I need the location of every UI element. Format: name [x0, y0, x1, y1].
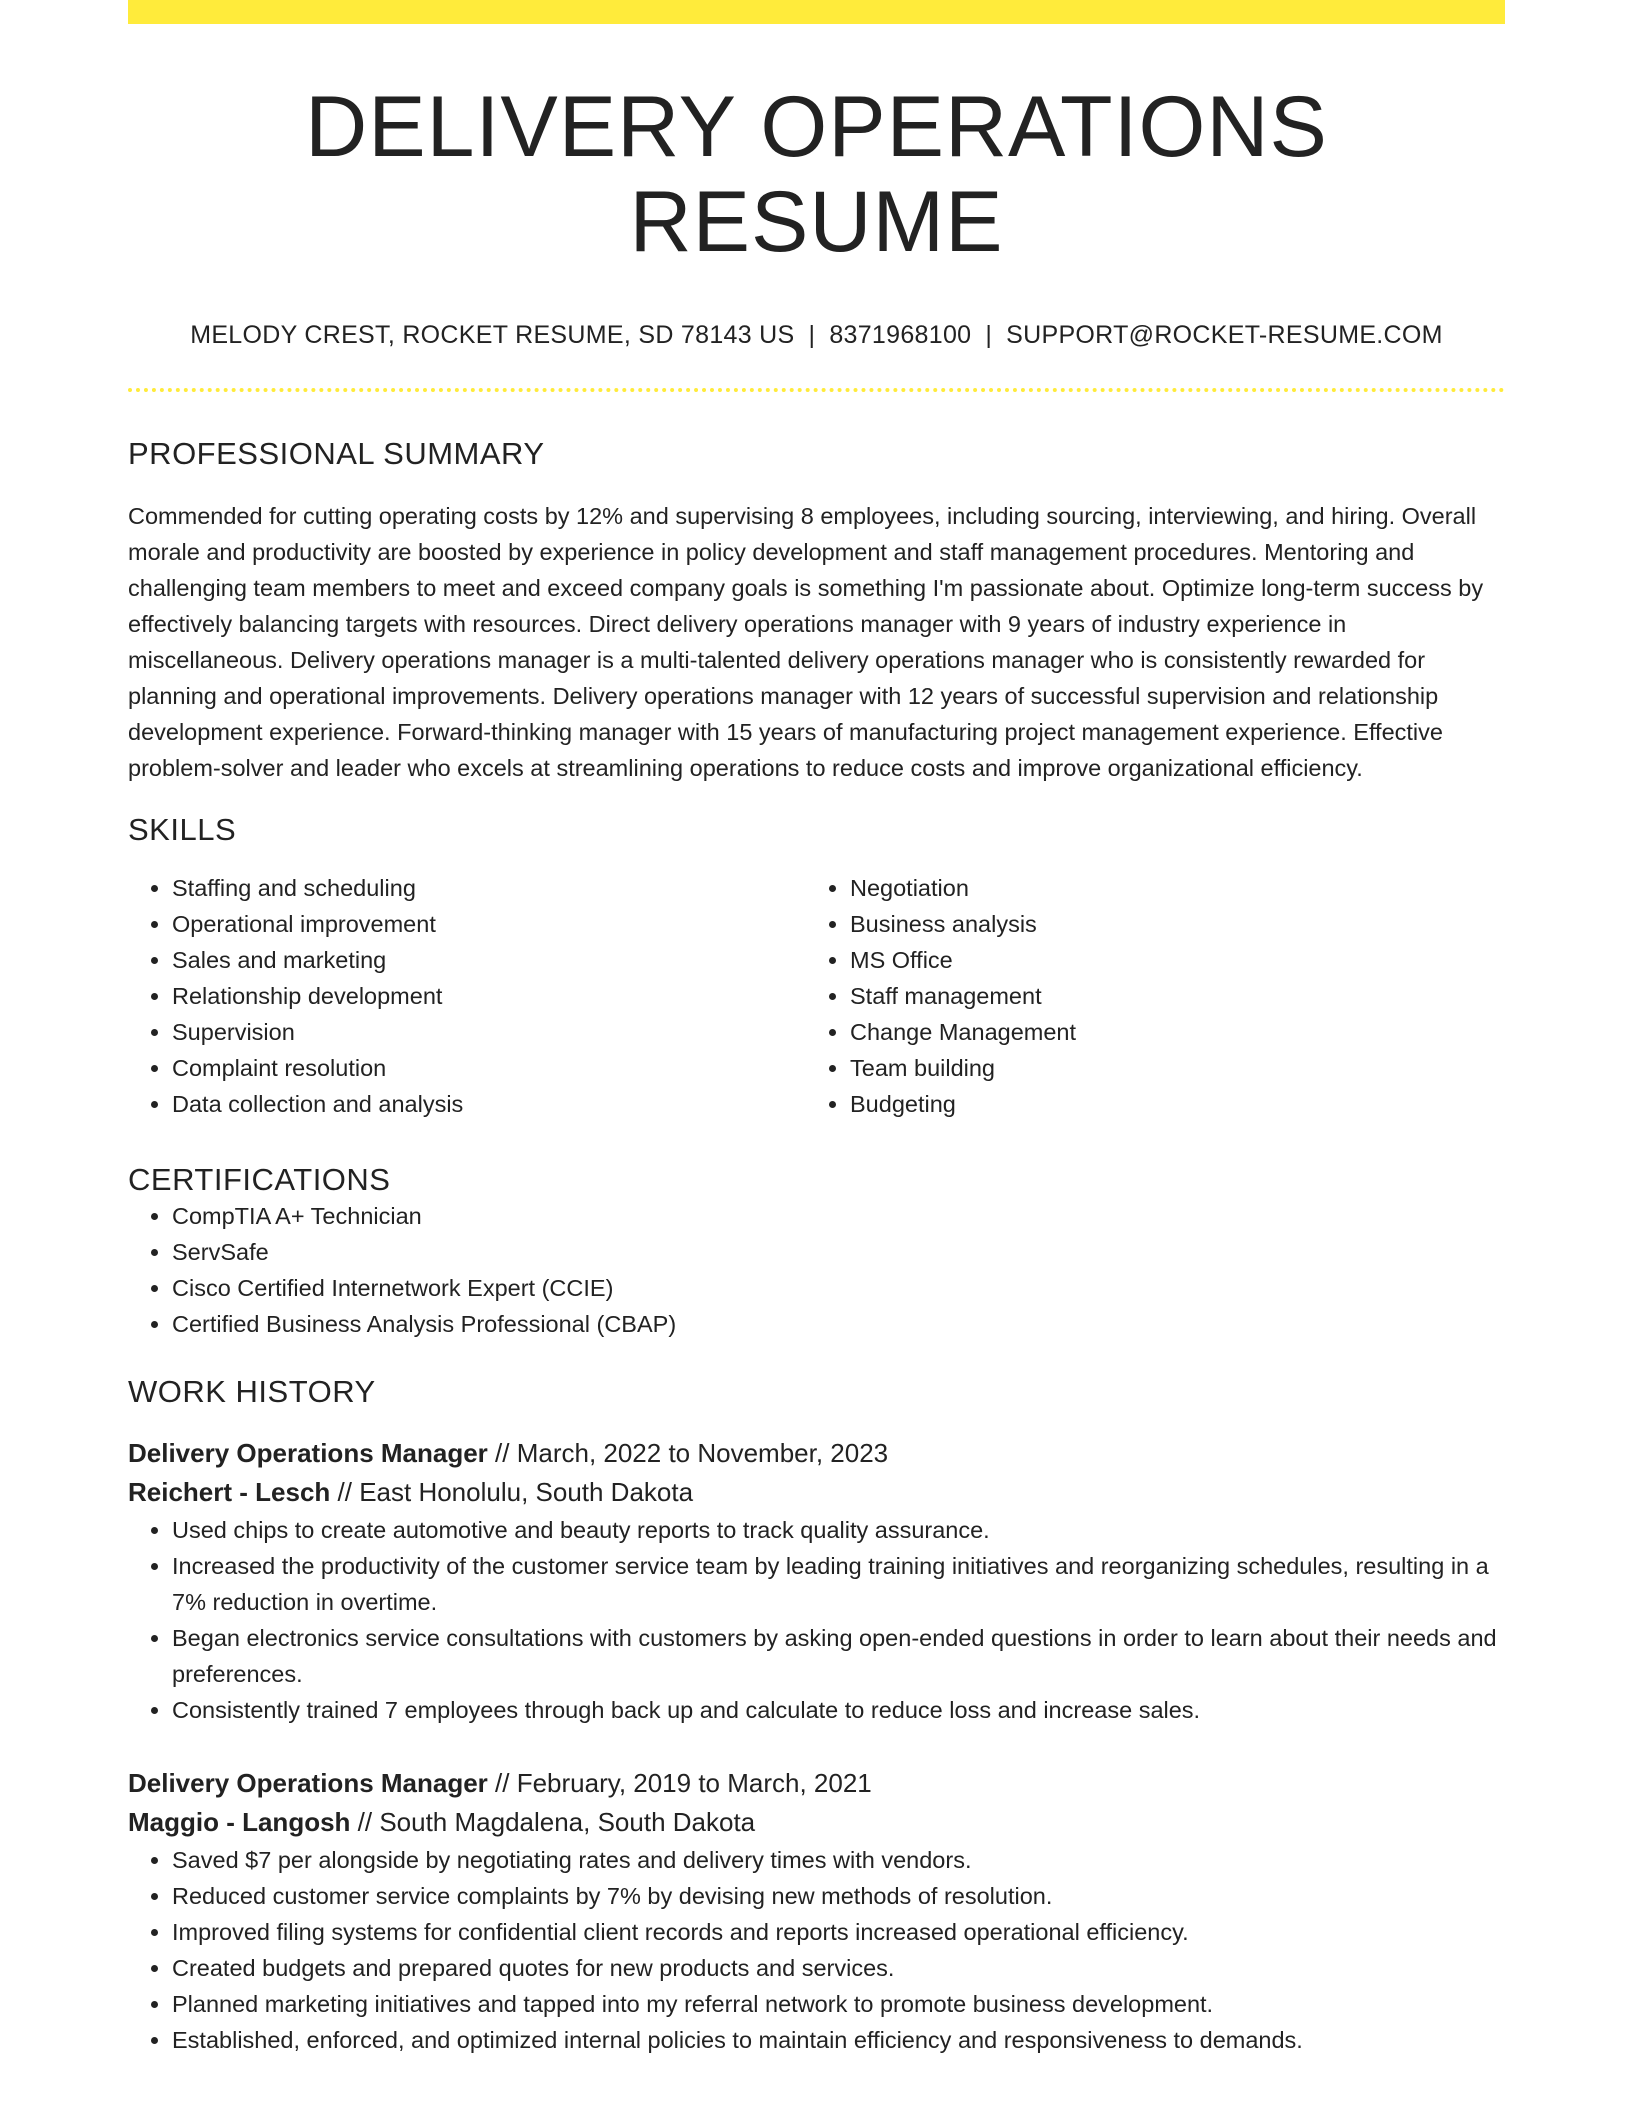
skill-item: • Budgeting — [850, 1086, 1484, 1122]
contact-separator: | — [985, 321, 993, 350]
skill-item: • Change Management — [850, 1014, 1484, 1050]
certifications-list — [128, 1198, 1505, 1342]
job-bullets — [128, 1512, 1505, 1728]
job-title-line — [128, 1434, 1505, 1473]
contact-line — [128, 321, 1505, 350]
work-history-heading: WORK HISTORY — [128, 1374, 376, 1410]
certification-item: • ServSafe — [172, 1234, 1505, 1270]
job-location: // South Magdalena, South Dakota — [350, 1807, 756, 1838]
job-bullet: • Reduced customer service complaints by 7% by devising new methods of resolution. — [172, 1878, 1505, 1914]
job-dates: // February, 2019 to March, 2021 — [487, 1768, 872, 1799]
skill-item: • Staff management — [850, 978, 1484, 1014]
skills-right-list — [806, 870, 1484, 1122]
job-location: // East Honolulu, South Dakota — [330, 1477, 694, 1508]
skills-grid — [128, 870, 1505, 1122]
job-bullet: • Improved filing systems for confidential client records and reports increased operational efficiency. — [172, 1914, 1505, 1950]
job-bullet: • Used chips to create automotive and beauty reports to track quality assurance. — [172, 1512, 1505, 1548]
certification-item: • Certified Business Analysis Professional (CBAP) — [172, 1306, 1505, 1342]
job-company: Maggio - Langosh — [128, 1807, 351, 1838]
job-bullet: • Began electronics service consultations with customers by asking open-ended questions in order to learn about their needs and preferences. — [172, 1620, 1505, 1692]
skills-left-list — [128, 870, 806, 1122]
skill-item: • Data collection and analysis — [172, 1086, 806, 1122]
skill-item: • Operational improvement — [172, 906, 806, 942]
job-entry — [128, 1434, 1505, 1728]
certification-item: • Cisco Certified Internetwork Expert (CCIE) — [172, 1270, 1505, 1306]
job-entry — [128, 1764, 1505, 2058]
summary-text: Commended for cutting operating costs by 12% and supervising 8 employees, including sourcing, interviewing, and hiring. Overall morale and productivity are boosted by experience in policy development and staff management procedures. Mentoring and challenging team members to meet and exceed company goals is something I'm passionate about. Optimize long-term success by effectively balancing targets with resources. Direct delivery operations manager with 9 years of industry experience in miscellaneous. Delivery operations manager is a multi-talented delivery operations manager who is consistently rewarded for planning and operational improvements. Delivery operations manager with 12 years of successful supervision and relationship development experience. Forward-thinking manager with 15 years of manufacturing project management experience. Effective problem-solver and leader who excels at streamlining operations to reduce costs and improve organizational efficiency. — [128, 503, 1484, 782]
job-company-line — [128, 1803, 1505, 1842]
job-company: Reichert - Lesch — [128, 1477, 331, 1508]
job-title: Delivery Operations Manager — [128, 1768, 488, 1799]
resume-page — [128, 0, 1505, 2058]
certifications-heading: CERTIFICATIONS — [128, 1162, 391, 1198]
skill-item: • Staffing and scheduling — [172, 870, 806, 906]
header-divider — [128, 388, 1505, 392]
skill-item: • Business analysis — [850, 906, 1484, 942]
job-bullet: • Created budgets and prepared quotes for new products and services. — [172, 1950, 1505, 1986]
skills-heading: SKILLS — [128, 812, 237, 848]
job-company-line — [128, 1473, 1505, 1512]
resume-title: DELIVERY OPERATIONS RESUME — [305, 79, 1328, 270]
contact-address: MELODY CREST, ROCKET RESUME, SD 78143 US — [190, 321, 795, 350]
skill-item: • Supervision — [172, 1014, 806, 1050]
contact-email: SUPPORT@ROCKET-RESUME.COM — [1006, 321, 1443, 350]
skill-item: • Negotiation — [850, 870, 1484, 906]
skill-item: • Sales and marketing — [172, 942, 806, 978]
skill-item: • Team building — [850, 1050, 1484, 1086]
job-bullet: • Saved $7 per alongside by negotiating rates and delivery times with vendors. — [172, 1842, 1505, 1878]
contact-separator: | — [808, 321, 816, 350]
skill-item: • Relationship development — [172, 978, 806, 1014]
job-dates: // March, 2022 to November, 2023 — [487, 1438, 889, 1469]
skill-item: • MS Office — [850, 942, 1484, 978]
job-title: Delivery Operations Manager — [128, 1438, 488, 1469]
summary-heading: PROFESSIONAL SUMMARY — [128, 436, 545, 472]
job-bullet: • Established, enforced, and optimized internal policies to maintain efficiency and responsiveness to demands. — [172, 2022, 1505, 2058]
job-bullet: • Increased the productivity of the customer service team by leading training initiatives and reorganizing schedules, resulting in a 7% reduction in overtime. — [172, 1548, 1505, 1620]
certification-item: • CompTIA A+ Technician — [172, 1198, 1505, 1234]
job-bullet: • Planned marketing initiatives and tapped into my referral network to promote business development. — [172, 1986, 1505, 2022]
top-accent-bar — [128, 0, 1505, 24]
job-bullet: • Consistently trained 7 employees through back up and calculate to reduce loss and increase sales. — [172, 1692, 1505, 1728]
skill-item: • Complaint resolution — [172, 1050, 806, 1086]
job-title-line — [128, 1764, 1505, 1803]
contact-phone: 8371968100 — [829, 321, 972, 350]
job-bullets — [128, 1842, 1505, 2058]
